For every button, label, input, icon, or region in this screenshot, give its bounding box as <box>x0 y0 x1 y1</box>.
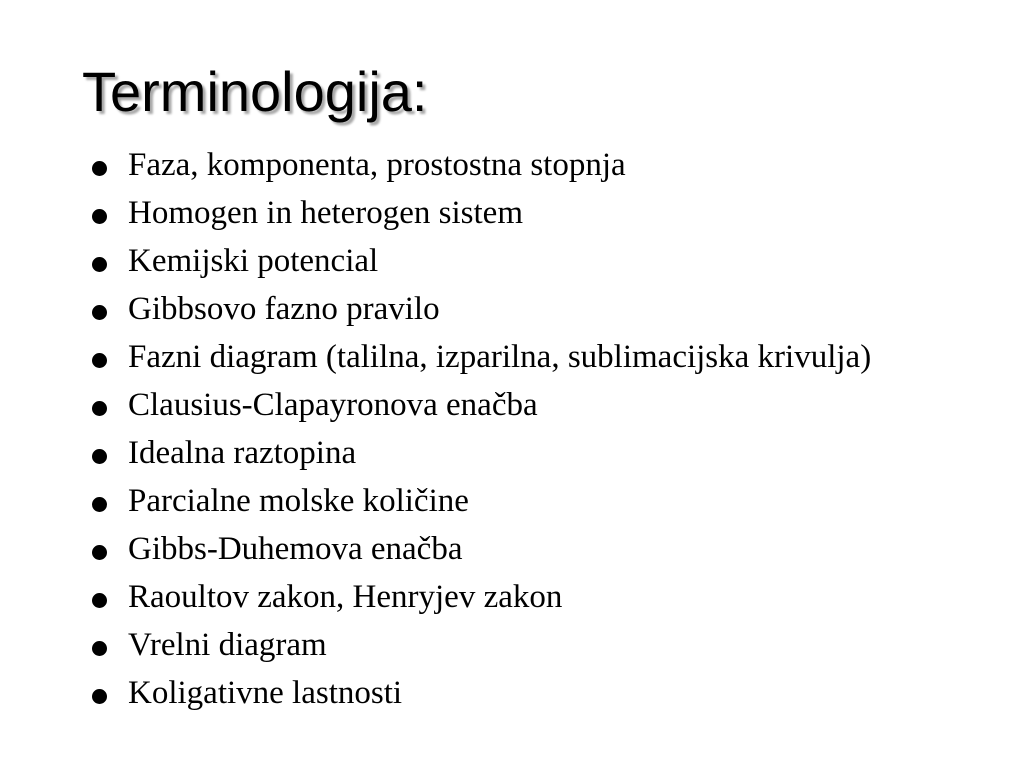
bullet-dot-icon <box>92 497 107 512</box>
bullet-dot-icon <box>92 449 107 464</box>
bullet-dot-icon <box>92 401 107 416</box>
slide-title: Terminologija: <box>82 60 428 123</box>
list-item-text: Fazni diagram (talilna, izparilna, sublimacijska krivulja) <box>128 339 872 375</box>
list-item <box>90 675 990 711</box>
list-item <box>90 339 990 375</box>
bullet-list <box>90 147 990 711</box>
list-item <box>90 483 990 519</box>
bullet-dot-icon <box>92 689 107 704</box>
list-item-text: Gibbs-Duhemova enačba <box>128 531 463 567</box>
bullet-dot-icon <box>92 209 107 224</box>
list-item-text: Raoultov zakon, Henryjev zakon <box>128 579 563 615</box>
list-item-text: Koligativne lastnosti <box>128 675 403 711</box>
list-item-text: Homogen in heterogen sistem <box>128 195 524 231</box>
list-item-text: Clausius-Clapayronova enačba <box>128 387 538 423</box>
list-item-text: Vrelni diagram <box>128 627 327 663</box>
bullet-dot-icon <box>92 641 107 656</box>
list-item <box>90 579 990 615</box>
list-item <box>90 291 990 327</box>
bullet-dot-icon <box>92 161 107 176</box>
list-item-text: Parcialne molske količine <box>128 483 469 519</box>
bullet-dot-icon <box>92 305 107 320</box>
bullet-dot-icon <box>92 593 107 608</box>
list-item <box>90 531 990 567</box>
bullet-dot-icon <box>92 257 107 272</box>
list-item <box>90 435 990 471</box>
bullet-dot-icon <box>92 545 107 560</box>
list-item-text: Gibbsovo fazno pravilo <box>128 291 440 327</box>
list-item-text: Faza, komponenta, prostostna stopnja <box>128 147 626 183</box>
list-item <box>90 195 990 231</box>
list-item-text: Idealna raztopina <box>128 435 357 471</box>
list-item <box>90 627 990 663</box>
list-item <box>90 387 990 423</box>
list-item-text: Kemijski potencial <box>128 243 379 279</box>
list-item <box>90 243 990 279</box>
bullet-dot-icon <box>92 353 107 368</box>
list-item <box>90 147 990 183</box>
